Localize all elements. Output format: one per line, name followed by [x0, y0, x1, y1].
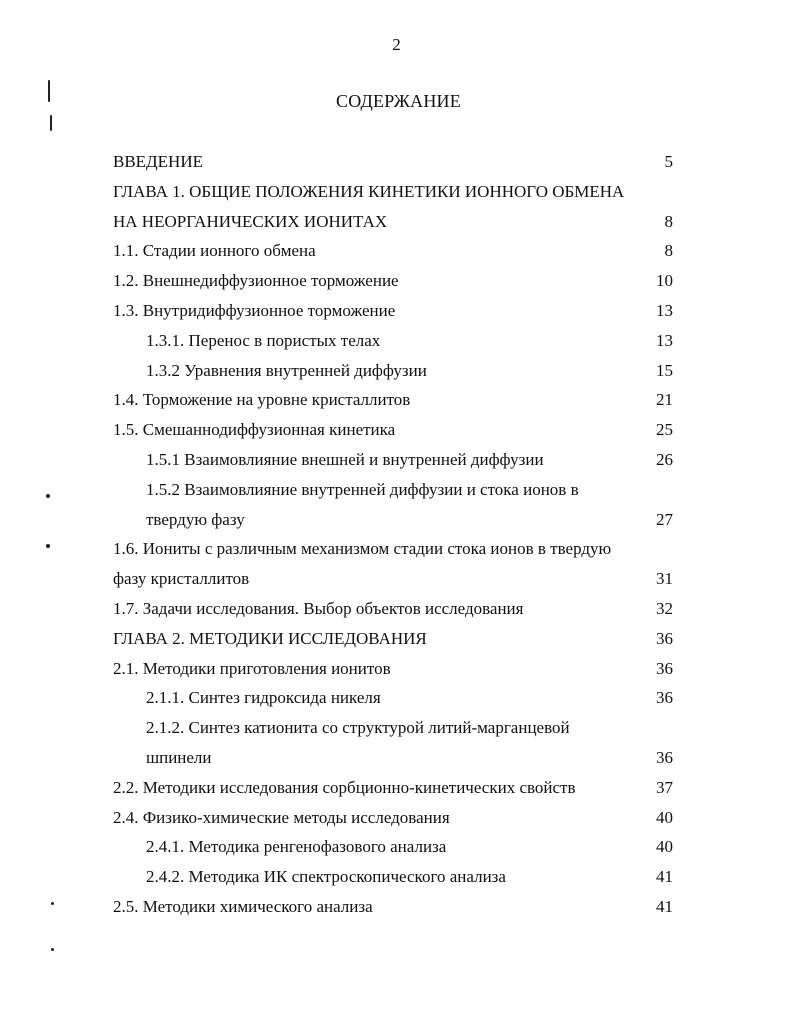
toc-entry-title: 1.5.1 Взаимовлияние внешней и внутренней диффузии	[146, 449, 544, 469]
page-title: СОДЕРЖАНИЕ	[336, 91, 461, 111]
toc-entry-title: 2.5. Методики химического анализа	[113, 896, 373, 916]
toc-entry-page: 31	[656, 569, 673, 589]
toc-entry	[113, 505, 673, 535]
toc-entry	[113, 236, 673, 266]
toc-entry-page: 37	[656, 777, 673, 797]
toc-entry	[113, 862, 673, 892]
toc-entry	[113, 803, 673, 833]
toc-entry	[113, 624, 673, 654]
toc-entry-title: 2.1.1. Синтез гидроксида никеля	[146, 688, 381, 708]
toc-entry	[113, 415, 673, 445]
toc-entry-page: 36	[656, 688, 673, 708]
toc-entry-page: 13	[656, 330, 673, 350]
toc-entry	[113, 445, 673, 475]
toc-entry-page: 13	[656, 300, 673, 320]
toc-entry-title: 2.2. Методики исследования сорбционно-кинетических свойств	[113, 777, 576, 797]
toc-entry	[113, 713, 673, 743]
toc-entry-page: 8	[664, 241, 673, 261]
toc-entry-page: 40	[656, 807, 673, 827]
toc-entry	[113, 564, 673, 594]
toc-entry-title: 2.1. Методики приготовления ионитов	[113, 658, 391, 678]
toc-entry-page: 36	[656, 658, 673, 678]
toc-entry-title: 2.4. Физико-химические методы исследования	[113, 807, 450, 827]
toc-entry-title: ГЛАВА 1. ОБЩИЕ ПОЛОЖЕНИЯ КИНЕТИКИ ИОННОГО ОБМЕНА	[113, 181, 625, 201]
toc-entry	[113, 594, 673, 624]
toc-entry-title: 1.4. Торможение на уровне кристаллитов	[113, 390, 411, 410]
toc-entry-title: 2.4.1. Методика ренгенофазового анализа	[146, 837, 447, 857]
table-of-contents	[113, 147, 673, 922]
toc-entry	[113, 207, 673, 237]
scan-mark	[46, 494, 50, 498]
toc-entry-page: 27	[656, 509, 673, 529]
toc-entry-page: 36	[656, 628, 673, 648]
toc-entry	[113, 683, 673, 713]
toc-entry-page: 25	[656, 420, 673, 440]
toc-entry	[113, 356, 673, 386]
toc-entry	[113, 654, 673, 684]
toc-entry-page: 21	[656, 390, 673, 410]
toc-entry	[113, 266, 673, 296]
scan-mark	[51, 902, 54, 905]
toc-entry-page: 36	[656, 747, 673, 767]
toc-entry-title: фазу кристаллитов	[113, 569, 250, 589]
toc-entry-title: шпинели	[146, 747, 212, 767]
toc-entry-page: 41	[656, 896, 673, 916]
toc-entry	[113, 892, 673, 922]
toc-entry	[113, 296, 673, 326]
toc-entry-title: 2.4.2. Методика ИК спектроскопического анализа	[146, 867, 506, 887]
toc-entry-page: 41	[656, 867, 673, 887]
toc-entry-title: ВВЕДЕНИЕ	[113, 152, 203, 171]
toc-entry-title: 1.5.2 Взаимовлияние внутренней диффузии и стока ионов в	[146, 479, 579, 499]
toc-entry-page: 15	[656, 360, 673, 380]
scan-mark	[50, 115, 52, 131]
toc-entry-page: 32	[656, 598, 673, 618]
toc-entry-title: 1.5. Смешаннодиффузионная кинетика	[113, 420, 396, 440]
scan-mark	[48, 80, 50, 102]
toc-entry	[113, 326, 673, 356]
toc-entry-page: 26	[656, 449, 673, 469]
toc-entry	[113, 475, 673, 505]
toc-entry-page: 8	[664, 211, 673, 231]
toc-entry	[113, 385, 673, 415]
toc-entry	[113, 773, 673, 803]
toc-entry	[113, 147, 673, 177]
scan-mark	[46, 544, 50, 548]
toc-entry	[113, 534, 673, 564]
toc-entry-title: ГЛАВА 2. МЕТОДИКИ ИССЛЕДОВАНИЯ	[113, 628, 427, 648]
toc-entry	[113, 177, 673, 207]
toc-entry-title: 1.3.1. Перенос в пористых телах	[146, 330, 381, 350]
toc-entry-title: 1.7. Задачи исследования. Выбор объектов исследования	[113, 598, 524, 618]
page-number: 2	[392, 35, 401, 54]
scan-mark	[51, 948, 54, 951]
toc-entry-page: 40	[656, 837, 673, 857]
toc-entry-title: 1.2. Внешнедиффузионное торможение	[113, 271, 399, 291]
toc-entry-title: твердую фазу	[146, 509, 245, 529]
toc-entry-title: НА НЕОРГАНИЧЕСКИХ ИОНИТАХ	[113, 211, 388, 231]
toc-entry-title: 2.1.2. Синтез катионита со структурой литий-марганцевой	[146, 718, 570, 738]
toc-entry-page: 5	[664, 152, 673, 171]
toc-entry-title: 1.6. Иониты с различным механизмом стадии стока ионов в твердую	[113, 539, 612, 559]
toc-entry	[113, 743, 673, 773]
toc-entry-title: 1.3. Внутридиффузионное торможение	[113, 300, 396, 320]
toc-entry-page: 10	[656, 271, 673, 291]
toc-entry-title: 1.3.2 Уравнения внутренней диффузии	[146, 360, 427, 380]
toc-entry	[113, 832, 673, 862]
toc-entry-title: 1.1. Стадии ионного обмена	[113, 241, 316, 261]
